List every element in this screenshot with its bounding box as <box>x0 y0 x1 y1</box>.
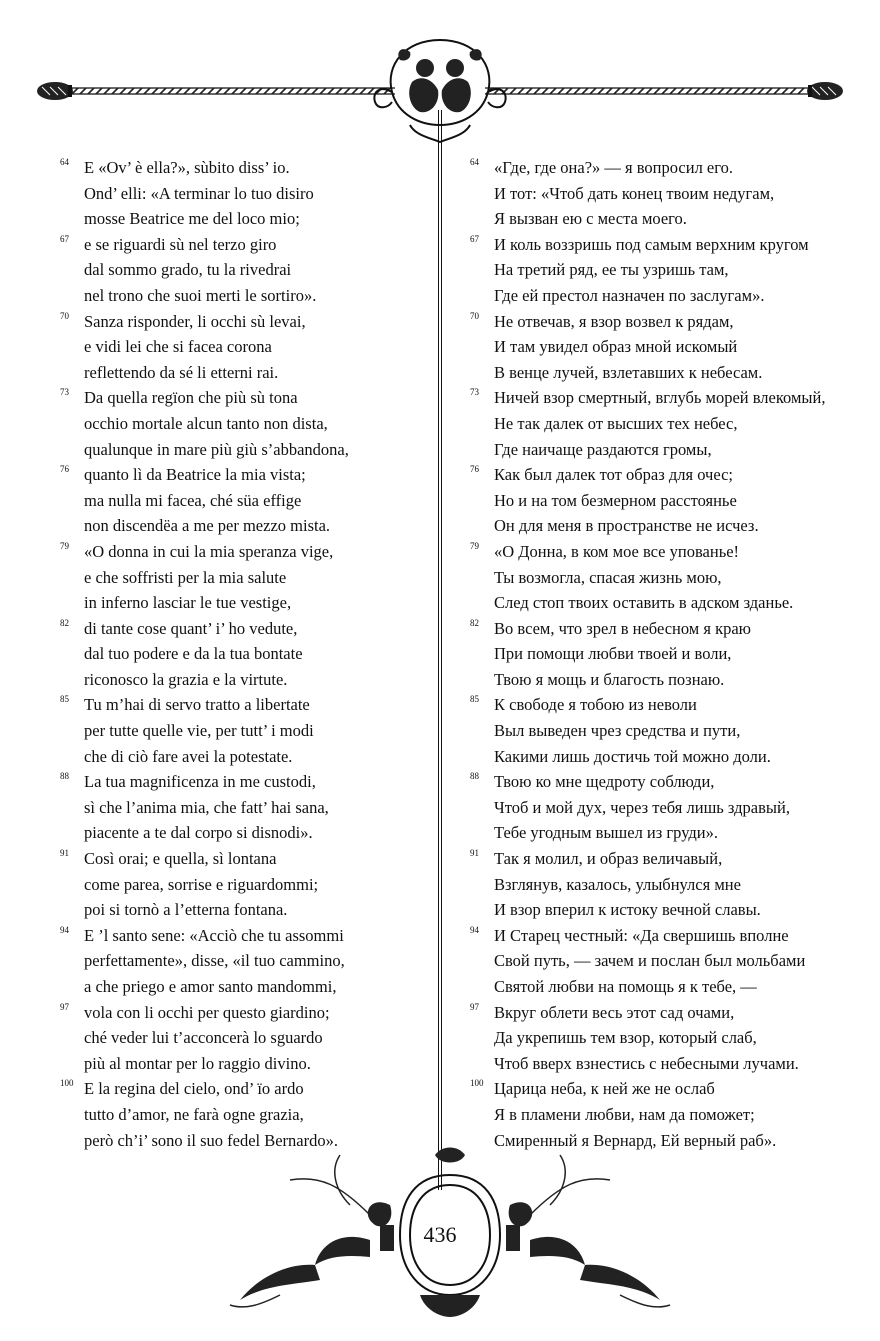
verse-line: Ничей взор смертный, вглубь морей влекомый, <box>494 388 826 408</box>
verse-line: Da quella regïon che più sù tona <box>84 388 298 408</box>
verse-line: E «Ov’ è ella?», sùbito diss’ io. <box>84 158 290 177</box>
verse-line: При помощи любви твоей и воли, <box>494 644 732 664</box>
verse-number: 97 <box>470 1001 479 1012</box>
verse-number: 67 <box>470 233 479 244</box>
russian-tercet <box>470 539 860 616</box>
verse-line: «О Донна, в ком мое все упованье! <box>494 541 740 561</box>
verse-line: a che priego e amor santo mandommi, <box>84 977 337 996</box>
verse-line: И Старец честный: «Да свершишь вполне <box>494 925 789 945</box>
russian-tercet <box>470 846 860 923</box>
verse-line: Где наичаще раздаются громы, <box>494 439 712 459</box>
verse-line: След стоп твоих оставить в адском зданье. <box>494 593 794 613</box>
russian-tercet <box>470 385 860 462</box>
verse-number: 91 <box>60 848 69 859</box>
verse-number: 100 <box>470 1078 484 1089</box>
verse-line: Я в пламени любви, нам да поможет; <box>494 1104 755 1124</box>
verse-number: 97 <box>60 1001 69 1012</box>
verse-line: dal sommo grado, tu la rivedrai <box>84 260 292 280</box>
verse-line: Святой любви на помощь я к тебе, — <box>494 977 757 996</box>
verse-line: e se riguardi sù nel terzo giro <box>84 234 277 254</box>
verse-line: in inferno lasciar le tue vestige, <box>84 593 292 613</box>
italian-tercet <box>60 923 420 1000</box>
verse-number: 100 <box>60 1078 74 1089</box>
verse-number: 82 <box>470 617 479 628</box>
russian-tercet <box>470 1000 860 1077</box>
italian-tercet <box>60 539 420 616</box>
verse-line: sì che l’anima mia, che fatt’ hai sana, <box>84 797 329 817</box>
verse-line: «Где, где она?» — я вопросил его. <box>494 158 733 177</box>
verse-line: quanto lì da Beatrice la mia vista; <box>84 465 306 485</box>
verse-line: Не отвечав, я взор возвел к рядам, <box>494 311 734 331</box>
italian-tercet <box>60 309 420 386</box>
verse-line: e vidi lei che si facea corona <box>84 337 272 357</box>
verse-number: 94 <box>60 924 69 935</box>
verse-line: Ты возмогла, спасая жизнь мою, <box>494 567 722 587</box>
verse-number: 64 <box>470 157 479 167</box>
verse-number: 94 <box>470 924 479 935</box>
italian-tercet <box>60 462 420 539</box>
verse-line: В венце лучей, взлетавших к небесам. <box>494 362 763 382</box>
italian-tercet <box>60 1076 420 1153</box>
russian-tercet <box>470 769 860 846</box>
verse-number: 79 <box>470 540 479 551</box>
verse-line: На третий ряд, ее ты узришь там, <box>494 260 729 280</box>
verse-line: Но и на том безмерном расстоянье <box>494 490 737 510</box>
verse-line: occhio mortale alcun tanto non dista, <box>84 413 328 433</box>
verse-line: nel trono che suoi merti le sortiro». <box>84 285 317 305</box>
verse-line: mosse Beatrice me del loco mio; <box>84 209 300 229</box>
verse-line: Где ей престол назначен по заслугам». <box>494 285 765 305</box>
verse-line: e che soffristi per la mia salute <box>84 567 287 587</box>
verse-line: «O donna in cui la mia speranza vige, <box>84 541 334 561</box>
verse-line: reflettendo da sé li etterni rai. <box>84 362 279 382</box>
verse-number: 67 <box>60 233 69 244</box>
verse-line: tutto d’amor, ne farà ogne grazia, <box>84 1104 304 1124</box>
verse-line: Во всем, что зрел в небесном я краю <box>494 618 751 638</box>
russian-tercet <box>470 1076 860 1153</box>
verse-line: Свой путь, — зачем и послан был мольбами <box>494 951 806 971</box>
verse-line: come parea, sorrise e riguardommi; <box>84 874 319 894</box>
verse-line: Così orai; e quella, sì lontana <box>84 849 277 869</box>
verse-line: Tu m’hai di servo tratto a libertate <box>84 695 310 715</box>
verse-number: 76 <box>470 464 479 475</box>
verse-number: 76 <box>60 464 69 475</box>
verse-number: 79 <box>60 540 69 551</box>
verse-line: dal tuo podere e da la tua bontate <box>84 644 303 664</box>
russian-tercet <box>470 155 860 232</box>
verse-line: ma nulla mi facea, ché süa effige <box>84 490 302 510</box>
verse-line: perfettamente», disse, «il tuo cammino, <box>84 951 345 971</box>
russian-tercet <box>470 923 860 1000</box>
verse-number: 70 <box>470 310 479 321</box>
verse-line: Царица неба, к ней же не ослаб <box>494 1079 715 1099</box>
verse-line: vola con li occhi per questo giardino; <box>84 1002 330 1022</box>
italian-tercet <box>60 769 420 846</box>
verse-line: Да укрепишь тем взор, который слаб, <box>494 1028 757 1048</box>
verse-line: per tutte quelle vie, per tutt’ i modi <box>84 721 314 741</box>
verse-line: riconosco la grazia e la virtute. <box>84 669 288 689</box>
verse-line: di tante cose quant’ i’ ho vedute, <box>84 618 298 638</box>
verse-line: Вкруг облети весь этот сад очами, <box>494 1002 735 1022</box>
russian-tercet <box>470 616 860 693</box>
verse-line: И коль воззришь под самым верхним кругом <box>494 234 809 254</box>
verse-line: К свободе я тобою из неволи <box>494 695 697 715</box>
verse-line: Sanza risponder, li occhi sù levai, <box>84 311 306 331</box>
italian-tercet <box>60 232 420 309</box>
verse-line: И взор вперил к истоку вечной славы. <box>494 900 761 920</box>
verse-line: qualunque in mare più giù s’abbandona, <box>84 439 349 459</box>
italian-tercet <box>60 692 420 769</box>
verse-line: Ond’ elli: «A terminar lo tuo disiro <box>84 183 314 203</box>
verse-line: però ch’i’ sono il suo fedel Bernardo». <box>84 1130 338 1150</box>
italian-column <box>60 155 420 1153</box>
column-divider <box>438 110 442 1190</box>
verse-line: E ’l santo sene: «Acciò che tu assommi <box>84 925 344 945</box>
verse-line: Не так далек от высших тех небес, <box>494 413 738 433</box>
verse-line: Тебе угодным вышел из груди». <box>494 823 719 843</box>
verse-number: 70 <box>60 310 69 321</box>
italian-tercet <box>60 616 420 693</box>
russian-tercet <box>470 462 860 539</box>
verse-line: Так я молил, и образ величавый, <box>494 849 723 869</box>
verse-line: Чтоб и мой дух, через тебя лишь здравый, <box>494 797 790 817</box>
russian-column <box>470 155 860 1153</box>
verse-line: La tua magnificenza in me custodi, <box>84 772 316 792</box>
italian-tercet <box>60 846 420 923</box>
verse-line: più al montar per lo raggio divino. <box>84 1053 311 1073</box>
verse-line: Чтоб вверх взнестись с небесными лучами. <box>494 1053 799 1073</box>
verse-line: Я вызван ею с места моего. <box>494 209 687 229</box>
verse-line: И там увидел образ мной искомый <box>494 337 738 357</box>
russian-tercet <box>470 309 860 386</box>
verse-number: 73 <box>60 387 69 398</box>
verse-line: piacente a te dal corpo si disnodi». <box>84 823 313 843</box>
russian-tercet <box>470 692 860 769</box>
verse-line: che di ciò fare avei la potestate. <box>84 746 293 766</box>
verse-line: Смиренный я Вернард, Ей верный раб». <box>494 1130 777 1150</box>
verse-number: 85 <box>60 694 69 705</box>
russian-tercet <box>470 232 860 309</box>
verse-line: poi si tornò a l’etterna fontana. <box>84 900 288 920</box>
verse-line: E la regina del cielo, ond’ ïo ardo <box>84 1079 304 1099</box>
verse-line: Он для меня в пространстве не исчез. <box>494 516 759 536</box>
verse-line: ché veder lui t’acconcerà lo sguardo <box>84 1028 323 1048</box>
verse-line: Твою ко мне щедроту соблюди, <box>494 772 715 792</box>
page-number: 436 <box>423 1222 457 1247</box>
italian-tercet <box>60 1000 420 1077</box>
verse-number: 88 <box>60 771 69 782</box>
verse-line: non discendëa a me per mezzo mista. <box>84 516 331 536</box>
verse-number: 73 <box>470 387 479 398</box>
verse-number: 64 <box>60 157 69 167</box>
verse-line: Какими лишь достичь той можно доли. <box>494 746 771 766</box>
verse-number: 82 <box>60 617 69 628</box>
verse-line: И тот: «Чтоб дать конец твоим недугам, <box>494 183 775 203</box>
verse-line: Взглянув, казалось, улыбнулся мне <box>494 874 741 894</box>
verse-number: 91 <box>470 848 479 859</box>
verse-line: Выл выведен чрез средства и пути, <box>494 721 741 741</box>
verse-line: Твою я мощь и благость познаю. <box>494 669 725 689</box>
italian-tercet <box>60 385 420 462</box>
verse-number: 85 <box>470 694 479 705</box>
verse-line: Как был далек тот образ для очес; <box>494 465 733 485</box>
italian-tercet <box>60 155 420 232</box>
verse-number: 88 <box>470 771 479 782</box>
